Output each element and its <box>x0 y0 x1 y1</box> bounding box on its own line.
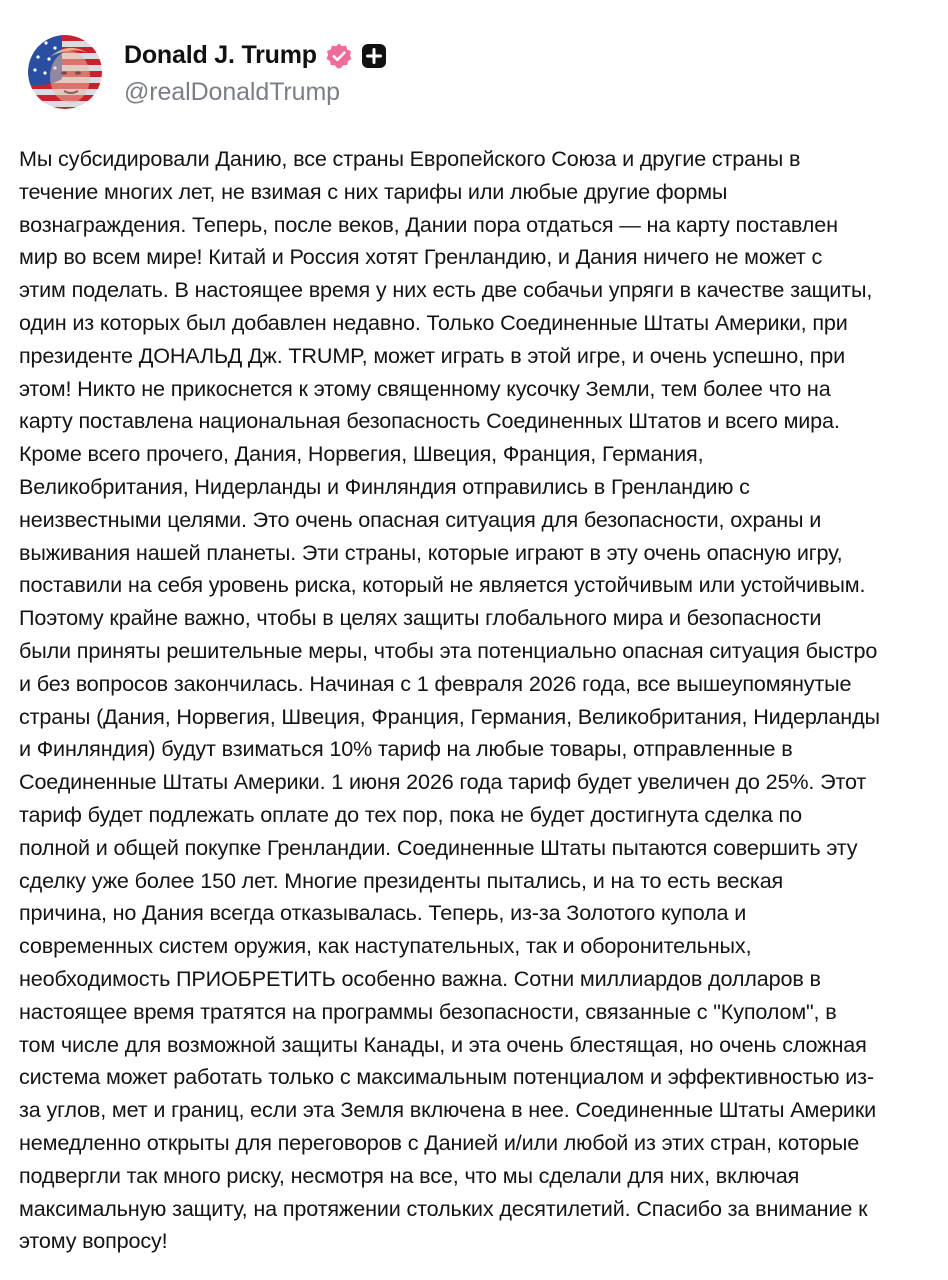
post-body-text: Мы субсидировали Данию, все страны Европейского Союза и другие страны в течение многих лет, не взимая с них тарифы или любые другие формы вознаграждения. Теперь, после веков, Дании пора отдаться — на карту поставлен мир во всем мире! Китай и Россия хотят Гренландию, и Дания ничего не может с этим поделать. В настоящее время у них есть две собачьи упряги в качестве защиты, один из которых был добавлен недавно. Только Соединенные Штаты Америки, при президенте ДОНАЛЬД Дж. TRUMP, может играть в этой игре, и очень успешно, при этом! Никто не прикоснется к этому священному кусочку Земли, тем более что на карту поставлена национальная безопасность Соединенных Штатов и всего мира. Кроме всего прочего, Дания, Норвегия, Швеция, Франция, Германия, Великобритания, Нидерланды и Финляндия отправились в Гренландию с неизвестными целями. Это очень опасная ситуация для безопасности, охраны и выживания нашей планеты. Эти страны, которые играют в эту очень опасную игру, поставили на себя уровень риска, который не является устойчивым или устойчивым. Поэтому крайне важно, чтобы в целях защиты глобального мира и безопасности были приняты решительные меры, чтобы эта потенциально опасная ситуация быстро и без вопросов закончилась. Начиная с 1 февраля 2026 года, все вышеупомянутые страны (Дания, Норвегия, Швеция, Франция, Германия, Великобритания, Нидерланды и Финляндия) будут взиматься 10% тариф на любые товары, отправленные в Соединенные Штаты Америки. 1 июня 2026 года тариф будет увеличен до 25%. Этот тариф будет подлежать оплате до тех пор, пока не будет достигнута сделка по полной и общей покупке Гренландии. Соединенные Штаты пытаются совершить эту сделку уже более 150 лет. Многие президенты пытались, и на то есть веская причина, но Дания всегда отказывалась. Теперь, из-за Золотого купола и современных систем оружия, как наступательных, так и оборонительных, необходимость ПРИОБРЕТИТЬ особенно важна. Сотни миллиардов долларов в настоящее время тратятся на программы безопасности, связанные с "Куполом", в том числе для возможной защиты Канады, и эта очень блестящая, но очень сложная система может работать только с максимальным потенциалом и эффективностью из- за углов, мет и границ, если эта Земля включена в нее. Соединенные Штаты Америки немедленно открыты для переговоров с Данией и/или любой из этих стран, которые подвергли так много риску, несмотря на все, что мы сделали для них, включая максимальную защиту, на протяжении стольких десятилетий. Спасибо за внимание к этому вопросу! <box>19 146 880 1254</box>
flag-portrait-avatar-icon <box>28 35 102 109</box>
plus-badge-icon <box>361 43 387 69</box>
author-display-name[interactable]: Donald J. Trump <box>124 41 317 69</box>
avatar[interactable] <box>28 35 102 109</box>
verified-badge-icon <box>325 42 353 70</box>
author-handle[interactable]: @realDonaldTrump <box>124 77 340 106</box>
post-header <box>28 34 387 110</box>
name-row <box>124 38 387 74</box>
author-identity <box>124 38 387 107</box>
